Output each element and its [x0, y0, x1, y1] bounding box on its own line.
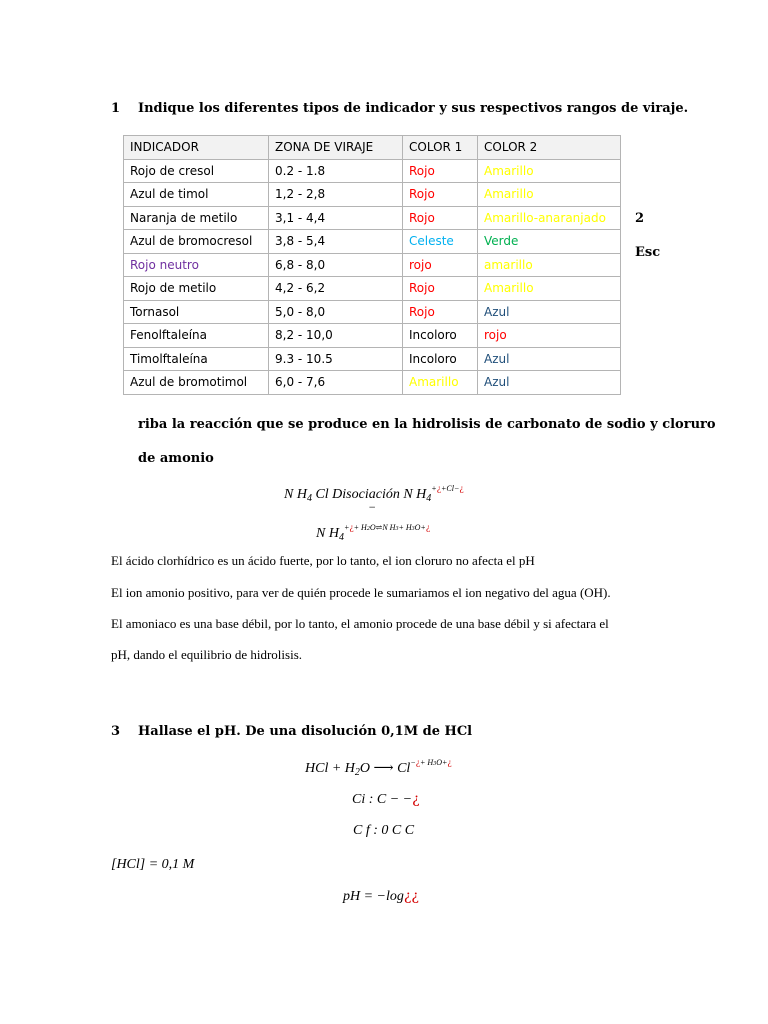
cell-color2: Amarillo: [478, 183, 621, 207]
cell-indicator: Azul de timol: [124, 183, 269, 207]
cell-color1: rojo: [403, 253, 478, 277]
eq3-text2: O ⟶ Cl: [359, 761, 411, 776]
cell-color1: Incoloro: [403, 347, 478, 371]
table-header-row: [124, 136, 621, 160]
eq2-garble-a: ¿: [349, 523, 354, 532]
eq3-sup3: O: [436, 758, 442, 767]
q3-heading: Hallase el pH. De una disolución 0,1M de HCl: [138, 724, 473, 739]
eq3-garble-b: ¿: [447, 758, 452, 767]
cell-color2: Amarillo-anaranjado: [478, 206, 621, 230]
equation-ci: [352, 791, 420, 808]
eq2-base: N H: [316, 526, 339, 541]
header-zone: ZONA DE VIRAJE: [269, 136, 403, 160]
cell-indicator: Fenolftaleína: [124, 324, 269, 348]
paragraph-1: El ácido clorhídrico es un ácido fuerte, por lo tanto, el ion cloruro no afecta el pH: [111, 553, 535, 568]
eq1-sup-minus: −: [453, 484, 460, 493]
table-row: [124, 277, 621, 301]
equation-ph: [343, 888, 419, 905]
q2-text-line2: de amonio: [138, 451, 214, 466]
eq3-sup2-sub: 3: [433, 761, 437, 767]
eq1-rest: Cl Disociación N H: [315, 487, 427, 502]
equation-cf: C f : 0 C C: [353, 823, 415, 838]
cell-zone: 9.3 - 10.5: [269, 347, 403, 371]
q1-number: 1: [111, 101, 121, 116]
equation-hcl-water: [305, 758, 452, 778]
eq2-sup-plus: +: [343, 523, 350, 532]
eq3-sup2: + H: [420, 758, 434, 767]
cell-color1: Incoloro: [403, 324, 478, 348]
equation-hydrolysis: [316, 523, 430, 543]
eq2-sup-sub3: 3: [395, 526, 399, 532]
cell-indicator: Rojo de cresol: [124, 159, 269, 183]
cell-color2: Amarillo: [478, 277, 621, 301]
cell-color1: Rojo: [403, 206, 478, 230]
cell-indicator: Tornasol: [124, 300, 269, 324]
cell-zone: 8,2 - 10,0: [269, 324, 403, 348]
eq1-garble-a: ¿: [436, 484, 441, 493]
eq1-sup: +: [431, 484, 437, 493]
table-row: [124, 206, 621, 230]
indicator-table: [123, 135, 621, 395]
eq3-sub: 2: [354, 767, 360, 778]
eq3-sup4: +: [442, 758, 448, 767]
eq1-rhs-sub: 4: [426, 493, 432, 504]
cell-indicator: Azul de bromocresol: [124, 230, 269, 254]
cell-indicator: Timolftaleína: [124, 347, 269, 371]
eq1-lhs: N H: [284, 487, 307, 502]
eq2-sup-rest3: + H: [398, 523, 412, 532]
cell-zone: 5,0 - 8,0: [269, 300, 403, 324]
table-row: [124, 347, 621, 371]
table-row: [124, 159, 621, 183]
q1-heading: Indique los diferentes tipos de indicador y sus respectivos rangos de viraje.: [138, 101, 689, 116]
q2-fragment: Esc: [635, 245, 661, 260]
cell-zone: 3,8 - 5,4: [269, 230, 403, 254]
cell-color1: Celeste: [403, 230, 478, 254]
q2-text-line1: riba la reacción que se produce en la hidrolisis de carbonato de sodio y cloruro: [138, 417, 716, 432]
eq2-garble-b: ¿: [425, 523, 431, 532]
cell-color2: Verde: [478, 230, 621, 254]
cell-color2: Azul: [478, 300, 621, 324]
cell-zone: 3,1 - 4,4: [269, 206, 403, 230]
eq3-garble-a: ¿: [415, 758, 421, 767]
cell-color2: Azul: [478, 371, 621, 395]
cell-indicator: Naranja de metilo: [124, 206, 269, 230]
eq1-sup-cl: +Cl: [441, 484, 454, 493]
cell-color1: Rojo: [403, 300, 478, 324]
eq2-sub: 4: [338, 532, 344, 543]
eq2-sup-rest: + H: [353, 523, 367, 532]
q2-number: 2: [635, 211, 645, 226]
table-row: [124, 253, 621, 277]
eq7-garble: ¿¿: [403, 888, 419, 904]
eq4-garble: ¿: [412, 791, 420, 807]
eq7-text: pH = −log: [343, 889, 404, 904]
table-row: [124, 324, 621, 348]
equation-concentration: [HCl] = 0,1 M: [111, 857, 195, 872]
cell-zone: 4,2 - 6,2: [269, 277, 403, 301]
cell-zone: 1,2 - 2,8: [269, 183, 403, 207]
cell-color1: Amarillo: [403, 371, 478, 395]
header-color1: COLOR 1: [403, 136, 478, 160]
equation-minus-sign: −: [368, 500, 377, 514]
cell-color2: Azul: [478, 347, 621, 371]
cell-zone: 0.2 - 1.8: [269, 159, 403, 183]
cell-color2: rojo: [478, 324, 621, 348]
cell-color1: Rojo: [403, 183, 478, 207]
q3-number: 3: [111, 724, 121, 739]
cell-indicator: Rojo de metilo: [124, 277, 269, 301]
cell-color2: amarillo: [478, 253, 621, 277]
eq2-sup-rest2: O⇌N H: [369, 523, 396, 532]
eq3-text: HCl + H: [305, 761, 355, 776]
cell-indicator: Azul de bromotimol: [124, 371, 269, 395]
paragraph-4: pH, dando el equilibrio de hidrolisis.: [111, 647, 303, 662]
header-indicator: INDICADOR: [124, 136, 269, 160]
cell-color1: Rojo: [403, 277, 478, 301]
table-row: [124, 183, 621, 207]
eq3-sup1: −: [410, 758, 416, 767]
cell-indicator: Rojo neutro: [124, 253, 269, 277]
paragraph-3: El amoniaco es una base débil, por lo tanto, el amonio procede de una base débil y si afectara el: [111, 616, 609, 631]
cell-zone: 6,8 - 8,0: [269, 253, 403, 277]
cell-zone: 6,0 - 7,6: [269, 371, 403, 395]
cell-color1: Rojo: [403, 159, 478, 183]
eq1-garble-b: ¿: [459, 484, 464, 493]
eq4-text: Ci : C − −: [352, 792, 413, 807]
header-color2: COLOR 2: [478, 136, 621, 160]
eq2-sup-sub4: 3: [411, 526, 415, 532]
eq2-sup-sub2: 2: [366, 526, 370, 532]
table-row: [124, 230, 621, 254]
cell-color2: Amarillo: [478, 159, 621, 183]
eq2-sup-rest4: O: [414, 523, 421, 532]
eq1-lhs-sub: 4: [306, 493, 312, 504]
paragraph-2: El ion amonio positivo, para ver de quién procede le sumariamos el ion negativo del agua (OH).: [111, 585, 611, 600]
table-row: [124, 371, 621, 395]
table-row: [124, 300, 621, 324]
eq2-sup-plus2: +: [420, 523, 426, 532]
